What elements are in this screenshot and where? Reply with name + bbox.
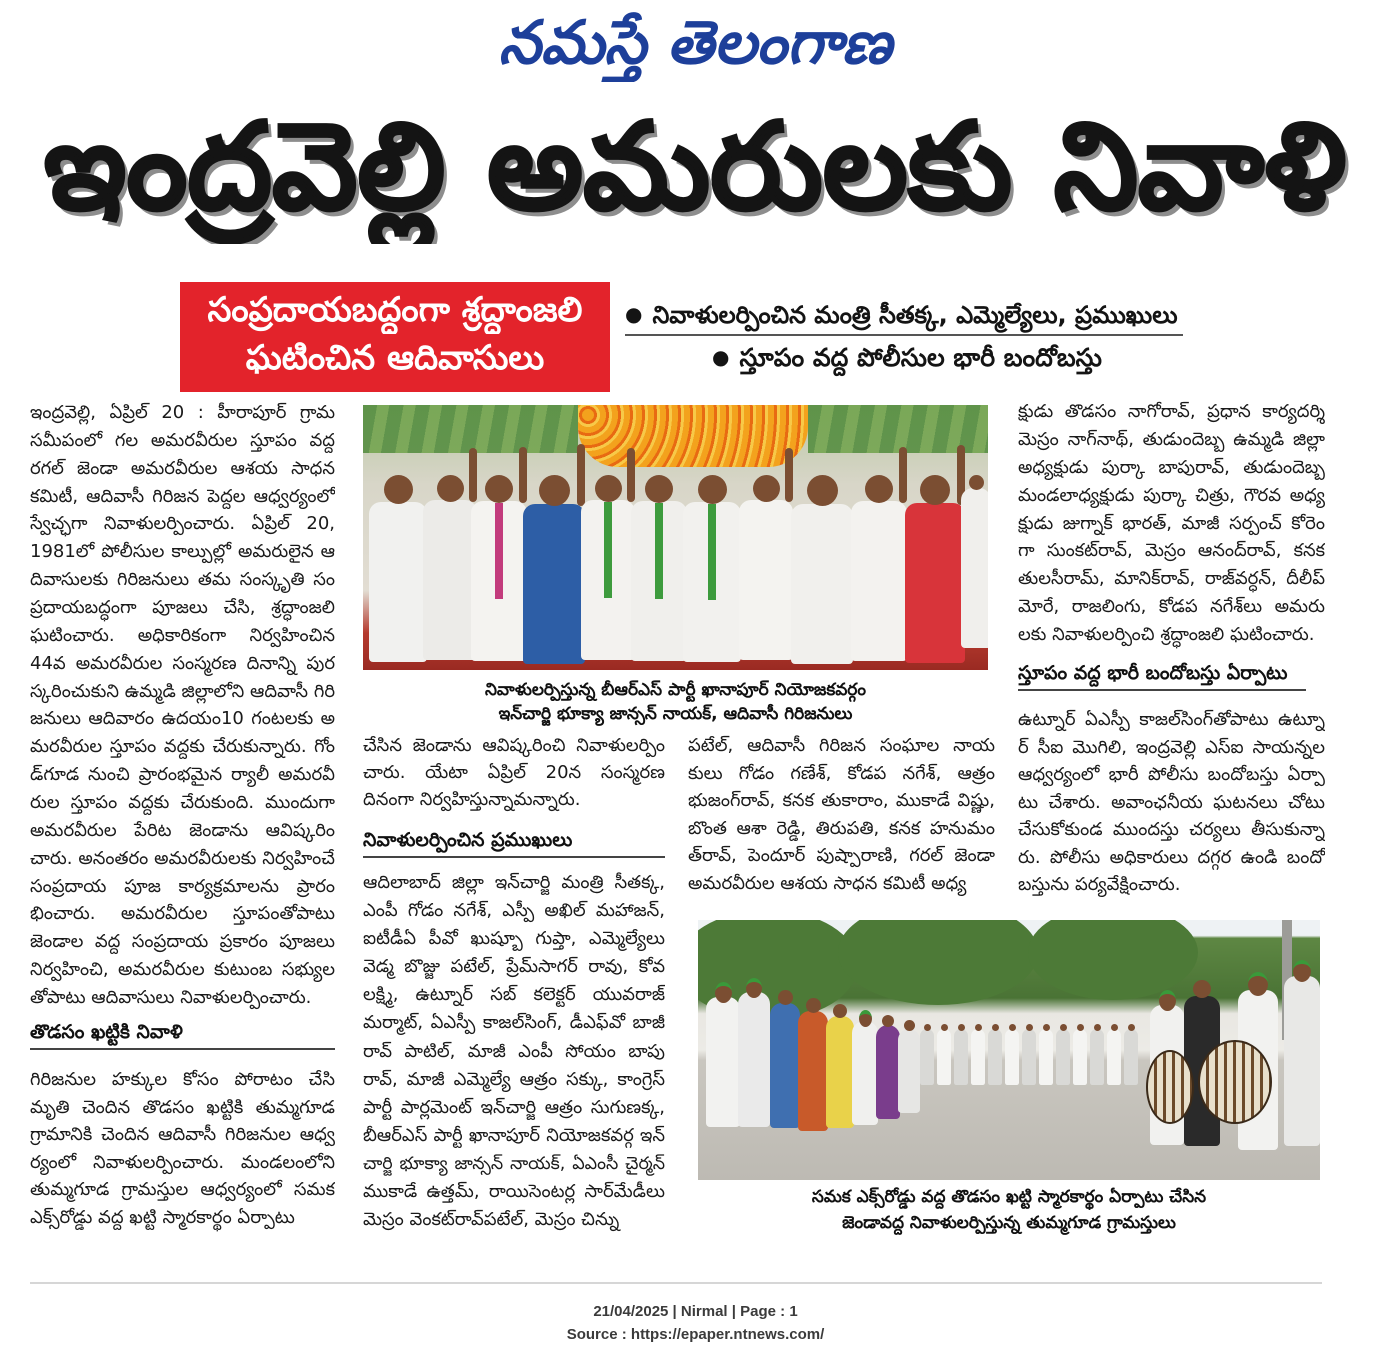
highlight-text: నివాళులర్పించిన మంత్రి సీతక్క, ఎమ్మెల్యేలు, ప్రముఖులు <box>652 301 1178 329</box>
photo-person-body <box>920 1029 934 1085</box>
photo-drum <box>1146 1050 1194 1124</box>
bullet-icon: ● <box>625 302 643 326</box>
photo-garland <box>578 405 808 467</box>
photo-tree <box>1028 920 1198 1000</box>
caption-line: ఇన్‌చార్జి భూక్యా జాన్సన్ నాయక్, ఆదివాసీ గిరిజనులు <box>498 704 853 724</box>
photo-person-body <box>706 997 740 1127</box>
text-line: కులు గోడం గణేశ్, కోడప నగేశ్, ఆత్రం <box>688 762 995 784</box>
photo-person-body <box>798 1011 828 1131</box>
photo-person-raised-arm <box>899 447 907 503</box>
text-line: మెస్రం వెంకట్‌రావ్‌పటేల్, మెస్రం చిన్ను <box>363 1209 620 1231</box>
photo-person-body <box>523 504 585 664</box>
text-line: ప్రదాయబద్ధంగా పూజలు చేసి, శ్రద్ధాంజలి <box>30 597 335 619</box>
photo-person-body <box>1056 1029 1070 1085</box>
photo-person-head <box>753 475 780 502</box>
text-line: భించారు. అమరవీరుల స్తూపంతోపాటు <box>30 903 335 925</box>
photo-person-body <box>961 488 988 648</box>
column1-body <box>30 1066 335 1232</box>
text-line: పటేల్, ఆదివాసీ గిరిజన సంఘాల నాయ <box>688 735 995 756</box>
text-line: మోరే, రాజలింగు, కోడప నగేశ్‌లు అమరు <box>1018 596 1325 618</box>
photo-person-head <box>975 1024 982 1031</box>
photo-person-head <box>539 475 570 506</box>
text-line: ఎంపీ గోడం నగేశ్, ఎస్పీ అఖిల్ మహాజన్, <box>363 900 665 922</box>
text-line: తులసీరామ్, మానిక్‌రావ్, రాజ్‌వర్ధన్, దీలీప్ <box>1018 568 1325 590</box>
photo-person-head <box>1026 1024 1033 1031</box>
photo-person-body <box>826 1016 854 1128</box>
photo-person-raised-arm <box>627 448 635 502</box>
photo-person-head <box>1159 990 1176 1011</box>
photo-person-head <box>958 1024 965 1031</box>
text-line: మెస్రం నాగ్‌నాథ్, తుడుందెబ్బ ఉమ్మడి జిల్లా <box>1018 428 1325 450</box>
photo-drum <box>1198 1040 1272 1124</box>
subheadline-line: ఘటించిన ఆదివాసులు <box>245 338 545 378</box>
text-line: ఘటించారు. అధికారికంగా నిర్వహించిన <box>30 624 335 646</box>
photo-person-body <box>1039 1029 1053 1085</box>
column3-body <box>688 732 995 898</box>
text-line: అధ్యక్షుడు పుర్కా బాపురావ్, తుడుందెబ్బ <box>1018 456 1325 478</box>
text-line: మండలాధ్యక్షుడు పుర్కా చిత్రు, గౌరవ అధ్య <box>1018 484 1325 506</box>
photo-person-head <box>746 978 762 998</box>
text-line: 44వ అమరవీరుల సంస్మరణ దినాన్ని పుర <box>30 652 335 674</box>
text-line: అమరవీరుల ఆశయ సాధన కమిటీ అధ్య <box>688 872 967 894</box>
highlight-text: స్తూపం వద్ద పోలీసుల భారీ బందోబస్తు <box>739 343 1102 372</box>
text-line: జనులు ఆదివారం ఉదయం10 గంటలకు అ <box>30 708 335 730</box>
photo-person-body <box>876 1025 900 1119</box>
photo-person-head <box>833 1004 847 1018</box>
column4-subhead: స్తూపం వద్ద భారీ బందోబస్తు ఏర్పాటు <box>1018 657 1306 691</box>
photo-person-body <box>954 1029 968 1085</box>
photo-person-raised-arm <box>785 448 793 502</box>
photo1-caption <box>363 678 988 726</box>
text-line: చేసుకోకుండ ముందస్తు చర్యలు తీసుకున్నా <box>1018 819 1325 840</box>
photo-tree <box>838 920 1038 1005</box>
column4-lead <box>1018 398 1325 649</box>
text-line: పార్టీ పార్లమెంట్ ఇన్‌చార్జి ఆత్రం సుగుణక్క, <box>363 1096 665 1118</box>
photo-person-head <box>806 998 821 1013</box>
text-line: స్కరించుకుని ఉమ్మడి జిల్లాలోని ఆదివాసీ గిరి <box>30 680 335 702</box>
caption-line: జెండావద్ద నివాళులర్పిస్తున్న తుమ్మగూడ గ్రామస్తులు <box>842 1213 1176 1233</box>
photo-leaves <box>363 405 578 453</box>
text-line: చేసిన జెండాను ఆవిష్కరించి నివాళులర్పిం <box>363 735 665 756</box>
text-line: వెడ్మ బొజ్జు పటేల్, ప్రేమ్‌సాగర్ రావు, కోవ <box>363 956 665 978</box>
caption-line: సమక ఎక్స్‌రోడ్డు వద్ద తొడసం ఖట్టి స్మారకార్థం ఏర్పాటు చేసిన <box>811 1187 1207 1207</box>
text-line: ర్ సీఐ మొగిలి, ఇంద్రవెల్లి ఎస్ఐ సాయన్నల <box>1018 736 1325 758</box>
subheadline-line: సంప్రదాయబద్ధంగా శ్రద్ధాంజలి <box>207 290 583 330</box>
masthead-logo: నమస్తే తెలంగాణ <box>498 8 892 78</box>
text-line: 1981లో పోలీసుల కాల్పుల్లో అమరులైన ఆ <box>30 541 335 563</box>
photo-tribute-ceremony <box>363 405 988 670</box>
photo-person-head <box>882 1015 894 1027</box>
photo-person-body <box>1284 976 1320 1146</box>
text-line: ఆధ్వర్యంలో భారీ పోలీసు బందోబస్తు ఏర్పా <box>1018 764 1325 785</box>
footer-dateline: 21/04/2025 | Nirmal | Page : 1 <box>593 1303 798 1320</box>
text-line: ఉట్నూర్ ఏఎస్పీ కాజల్‌సింగ్‌తోపాటు ఉట్నూ <box>1018 709 1325 730</box>
photo-person-head <box>595 475 622 502</box>
photo-person-body <box>988 1029 1002 1085</box>
column4-body <box>1018 706 1325 899</box>
photo-person-head <box>1094 1024 1101 1031</box>
photo-villagers-tribute <box>698 920 1320 1180</box>
highlight-item <box>712 337 1104 377</box>
text-line: రావ్ పాటిల్, మాజీ ఎంపీ సోయం బాపు <box>363 1040 665 1062</box>
photo-person-body <box>770 1003 800 1128</box>
photo-person-raised-arm <box>469 448 477 502</box>
text-line: టు చేశారు. అవాంఛనీయ ఘటనలు చోటు <box>1018 791 1325 813</box>
column2-body <box>363 869 665 1234</box>
text-line: జెండాల వద్ద సంప్రదాయ ప్రకారం పూజలు <box>30 931 335 953</box>
text-line: సమీపంలో గల అమరవీరుల స్తూపం వద్ద <box>30 429 335 451</box>
photo-person-head <box>969 475 984 490</box>
text-line: తోపాటు ఆదివాసులు నివాళులర్పించారు. <box>30 987 312 1009</box>
photo-person-scarf <box>708 504 716 600</box>
photo2-caption <box>698 1184 1320 1236</box>
text-line: ర్యంలో నివాళులర్పించారు. మండలంలోని <box>30 1151 335 1173</box>
text-line: కమిటీ, ఆదివాసీ గిరిజన పెద్దల ఆధ్వర్యంలో <box>30 485 335 507</box>
text-line: చార్జి భూక్యా జాన్సన్ నాయక్, ఏఎంసీ చైర్మన్ <box>363 1153 665 1174</box>
photo-person-head <box>485 475 513 503</box>
photo-person-head <box>1293 960 1311 982</box>
photo-person-head <box>1128 1024 1135 1031</box>
text-line: గా సుంకట్‌రావ్, మెస్రం ఆనంద్‌రావ్, కనక <box>1018 540 1325 562</box>
photo-person-body <box>1124 1029 1138 1085</box>
photo-person-body <box>738 992 770 1127</box>
column2-subhead: నివాళులర్పించిన ప్రముఖులు <box>363 824 665 858</box>
photo-person-head <box>437 475 464 502</box>
text-line: గిరిజనుల హక్కుల కోసం పోరాటం చేసి <box>30 1069 335 1090</box>
photo-person-body <box>851 501 907 661</box>
photo-person-head <box>1009 1024 1016 1031</box>
text-line: ఐటీడీఏ పీవో ఖుష్బూ గుప్తా, ఎమ్మెల్యేలు <box>363 928 665 950</box>
text-line: బస్తును పర్యవేక్షించారు. <box>1018 874 1181 895</box>
photo-person-body <box>852 1021 878 1125</box>
text-line: అమరవీరుల పేరిట జెండాను ఆవిష్కరిం <box>30 819 335 841</box>
photo-person-body <box>971 1029 985 1085</box>
text-line: మర్మాట్, ఏఎస్పీ కాజల్‌సింగ్, డీఎఫ్‌వో బాజీ <box>363 1012 665 1034</box>
photo-person-head <box>904 1020 915 1031</box>
bottom-rule <box>30 1282 1322 1284</box>
photo-person-head <box>715 982 732 1003</box>
photo-person-body <box>1073 1029 1087 1085</box>
column1-lead <box>30 399 335 1012</box>
photo-person-head <box>1043 1024 1050 1031</box>
text-line: తుమ్మగూడ గ్రామస్తుల ఆధ్వర్యంలో సమక <box>30 1179 335 1201</box>
photo-person-head <box>384 475 413 504</box>
photo-person-head <box>1111 1024 1118 1031</box>
text-line: క్షుడు తొడసం నాగోరావ్, ప్రధాన కార్యదర్శి <box>1018 401 1325 422</box>
text-line: దినంగా నిర్వహిస్తున్నామన్నారు. <box>363 789 581 810</box>
photo-person-head <box>645 475 673 503</box>
text-line: భుజంగ్‌రావ్, కనక తుకారాం, ముకాడే విష్ణు, <box>688 790 995 812</box>
photo-person-scarf <box>655 503 663 599</box>
text-line: రావ్, మాజీ ఎమ్మెల్యే ఆత్రం సక్కు, కాంగ్రెస్ <box>363 1068 665 1090</box>
column2-lead <box>363 732 665 813</box>
photo-person-head <box>920 475 950 505</box>
text-line: నిర్వహించి, అమరవీరుల కుటుంబ సభ్యుల <box>30 959 335 981</box>
text-line: చారు. యేటా ఏప్రిల్ 20న సంస్మరణ <box>363 762 665 783</box>
photo-person-head <box>1248 972 1268 996</box>
photo-person-body <box>1022 1029 1036 1085</box>
subheadline-box <box>180 282 610 392</box>
text-line: లక్ష్మి, ఉట్నూర్ సబ్ కలెక్టర్ యువరాజ్ <box>363 984 665 1006</box>
text-line: మృతి చెందిన తొడసం ఖట్టికి తుమ్మగూడ <box>30 1096 335 1118</box>
photo-person-head <box>924 1024 931 1031</box>
photo-person-scarf <box>495 503 503 599</box>
headline: ఇంద్రవెల్లి అమరులకు నివాళి <box>43 98 1347 237</box>
photo-person-head <box>778 990 793 1005</box>
photo-person-body <box>423 500 477 660</box>
photo-person-body <box>791 504 853 664</box>
photo-person-head <box>698 475 727 504</box>
text-line: దివాసులకు గిరిజనులు తమ సంస్కృతి సం <box>30 569 335 591</box>
photo-person-head <box>1060 1024 1067 1031</box>
text-line: రగల్ జెండా అమరవీరుల ఆశయ సాధన <box>30 457 335 479</box>
photo-person-body <box>1090 1029 1104 1085</box>
photo-person-scarf <box>604 502 612 598</box>
text-line: ముకాడే ఉత్తమ్, రాయిసెంటర్ల సార్‌మేడీలు <box>363 1181 665 1203</box>
text-line: బొంత ఆశా రెడ్డి, తిరుపతి, కనక హనుమం <box>688 817 995 839</box>
photo-person-body <box>898 1029 920 1113</box>
text-line: ఎక్స్‌రోడ్డు వద్ద ఖట్టి స్మారకార్థం ఏర్పాటు <box>30 1206 295 1228</box>
photo-person-head <box>1193 980 1211 998</box>
photo-person-body <box>1005 1029 1019 1085</box>
text-line: సంప్రదాయ పూజ కార్యక్రమాలను ప్రారం <box>30 875 335 897</box>
column1-subhead: తొడసం ఖట్టికి నివాళి <box>30 1016 335 1050</box>
text-line: మరవీరుల స్తూపం వద్దకు చేరుకున్నారు. గోం <box>30 736 335 758</box>
photo-person-head <box>1077 1024 1084 1031</box>
photo-person-body <box>739 500 793 660</box>
photo-person-body <box>369 502 427 662</box>
text-line: రుల స్తూపం వద్దకు చేరుకుంది. ముందుగా <box>30 792 335 814</box>
photo-person-head <box>859 1010 872 1027</box>
photo-person-head <box>807 475 838 506</box>
photo-person-head <box>865 475 893 503</box>
photo-person-body <box>937 1029 951 1085</box>
caption-line: నివాళులర్పిస్తున్న బీఆర్ఎస్ పార్టీ ఖానాపూర్ నియోజకవర్గం <box>484 680 866 700</box>
text-line: త్‌రావ్, పెందూర్ పుష్పారాణి, గరల్ జెండా <box>688 845 995 867</box>
highlight-item <box>625 294 1183 336</box>
photo-person-head <box>992 1024 999 1031</box>
text-line: ఇంద్రవెల్లి, ఏప్రిల్ 20 : హీరాపూర్ గ్రామ <box>30 402 335 423</box>
text-line: లకు నివాళులర్పించి శ్రద్ధాంజలి ఘటించారు. <box>1018 624 1315 646</box>
text-line: రు. పోలీసు అధికారులు దగ్గర ఉండి బందో <box>1018 846 1325 868</box>
photo-person-body <box>1107 1029 1121 1085</box>
photo-person-head <box>941 1024 948 1031</box>
footer-source: Source : https://epaper.ntnews.com/ <box>566 1326 825 1343</box>
text-line: స్వేచ్ఛగా నివాళులర్పించారు. ఏప్రిల్ 20, <box>30 513 335 535</box>
text-line: క్షుడు జుగ్నాక్ భారత్, మాజీ సర్పంచ్ కోరెం <box>1018 512 1325 534</box>
text-line: డ్‌గూడ నుంచి ప్రారంభమైన ర్యాలీ అమరవీ <box>30 764 335 786</box>
photo-person-raised-arm <box>577 444 585 506</box>
text-line: బీఆర్ఎస్ పార్టీ ఖానాపూర్ నియోజకవర్గ ఇన్ <box>363 1124 665 1146</box>
text-line: గ్రామానికి చెందిన ఆదివాసీ గిరిజనుల ఆధ్వ <box>30 1124 335 1146</box>
text-line: ఆదిలాబాద్ జిల్లా ఇన్‌చార్జి మంత్రి సీతక్క, <box>363 872 665 893</box>
bullet-icon: ● <box>712 345 730 369</box>
text-line: చారు. అనంతరం అమరవీరులకు నిర్వహించే <box>30 847 335 869</box>
photo-person-raised-arm <box>519 447 527 503</box>
photo-person-body <box>905 503 965 663</box>
